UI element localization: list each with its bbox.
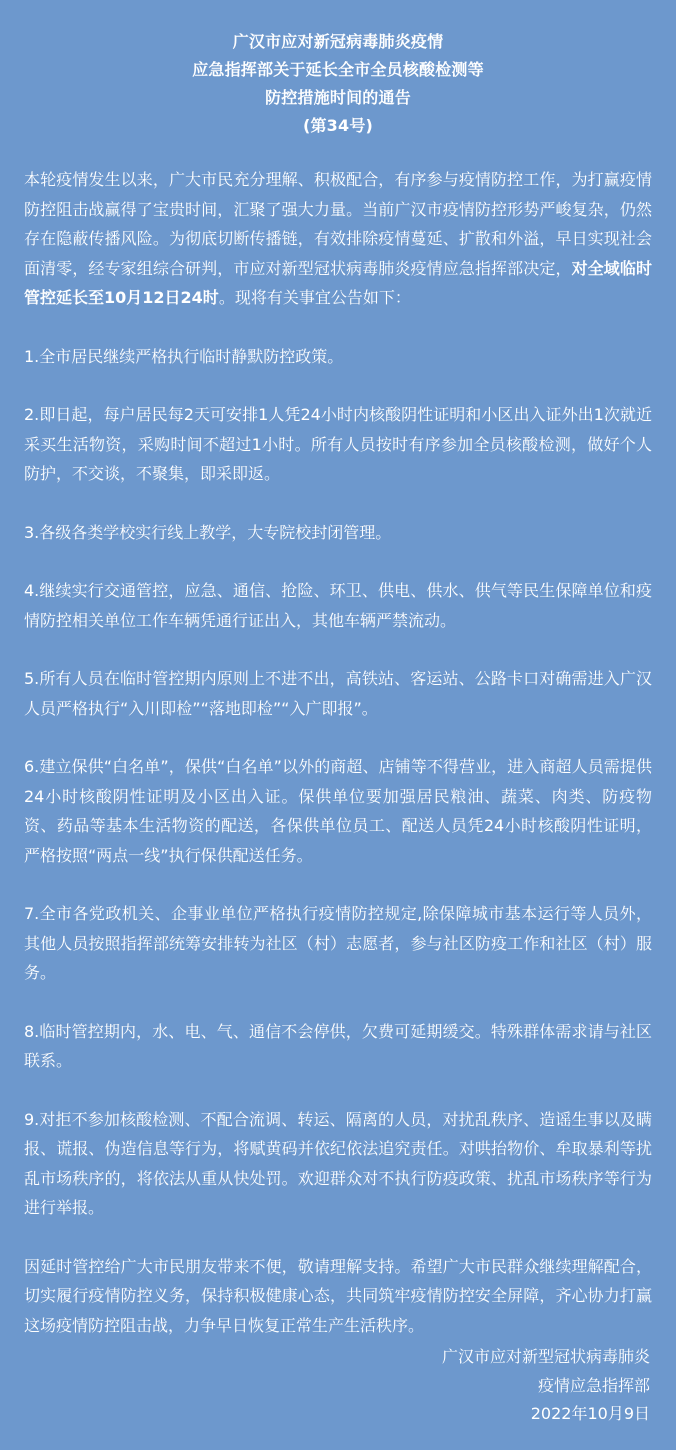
- title-line-1: 广汉市应对新冠病毒肺炎疫情: [232, 32, 444, 51]
- notice-number: (第34号): [302, 116, 374, 135]
- notice-item-5: 5.所有人员在临时管控期内原则上不进不出，高铁站、客运站、公路卡口对确需进入广汉人员严格执行“入川即检”“落地即检”“入广即报”。: [24, 669, 652, 718]
- notice-item-7: 7.全市各党政机关、企事业单位严格执行疫情防控规定,除保障城市基本运行等人员外，其他人员按照指挥部统筹安排转为社区（村）志愿者，参与社区防疫工作和社区（村）服务。: [24, 904, 652, 982]
- closing-paragraph: 因延时管控给广大市民朋友带来不便，敬请理解支持。希望广大市民群众继续理解配合，切实履行疫情防控义务，保持积极健康心态，共同筑牢疫情防控安全屏障，齐心协力打赢这场疫情防控阻击战，力争早日恢复正常生产生活秩序。: [24, 1256, 652, 1335]
- intro-highlight: 对全域临时管控延长至10月12日24时: [24, 258, 652, 307]
- notice-item-4: 4.继续实行交通管控，应急、通信、抢险、环卫、供电、供水、供气等民生保障单位和疫情防控相关单位工作车辆凭通行证出入，其他车辆严禁流动。: [24, 581, 652, 630]
- notice-item-9: 9.对拒不参加核酸检测、不配合流调、转运、隔离的人员，对扰乱秩序、造谣生事以及瞒报、谎报、伪造信息等行为，将赋黄码并依纪依法追究责任。对哄抬物价、牟取暴利等扰乱市场秩序的，将依法从重从快处罚。欢迎群众对不执行防疫政策、扰乱市场秩序等行为进行举报。: [24, 1109, 652, 1217]
- signature-org-line-2: 疫情应急指挥部: [537, 1375, 650, 1395]
- signature-block: [442, 1343, 650, 1429]
- notice-item-2: 2.即日起，每户居民每2天可安排1人凭24小时内核酸阴性证明和小区出入证外出1次就近采买生活物资，采购时间不超过1小时。所有人员按时有序参加全员核酸检测，做好个人防护，不交谈，不聚集，即采即返。: [24, 405, 652, 483]
- notice-item-8: 8.临时管控期内，水、电、气、通信不会停供，欠费可延期缓交。特殊群体需求请与社区联系。: [24, 1021, 652, 1070]
- notice-item-6: 6.建立保供“白名单”，保供“白名单”以外的商超、店铺等不得营业，进入商超人员需提供24小时核酸阴性证明及小区出入证。保供单位要加强居民粮油、蔬菜、肉类、防疫物资、药品等基本生活物资的配送，各保供单位员工、配送人员凭24小时核酸阴性证明，严格按照“两点一线”执行保供配送任务。: [24, 757, 652, 865]
- notice-item-3: 3.各级各类学校实行线上教学，大专院校封闭管理。: [24, 522, 392, 542]
- signature-org-line-1: 广汉市应对新型冠状病毒肺炎: [441, 1347, 650, 1366]
- title-line-3: 防控措施时间的通告: [265, 88, 411, 107]
- notice-item-1: 1.全市居民继续严格执行临时静默防控政策。: [24, 346, 344, 366]
- signature-date: 2022年10月9日: [530, 1404, 650, 1423]
- intro-text: 本轮疫情发生以来，广大市民充分理解、积极配合，有序参与疫情防控工作，为打赢疫情防控阻击战赢得了宝贵时间，汇聚了强大力量。当前广汉市疫情防控形势严峻复杂，仍然存在隐蔽传播风险。为彻底切断传播链，有效排除疫情蔓延、扩散和外溢，早日实现社会面清零，经专家组综合研判，市应对新型冠状病毒肺炎疫情应急指挥部决定，: [24, 170, 652, 278]
- title-line-2: 应急指挥部关于延长全市全员核酸检测等: [192, 60, 484, 79]
- intro-paragraph: [24, 165, 652, 313]
- intro-text-end: 。现将有关事宜公告如下：: [218, 288, 411, 307]
- notice-title: [0, 28, 676, 140]
- notice-body: [24, 165, 652, 1369]
